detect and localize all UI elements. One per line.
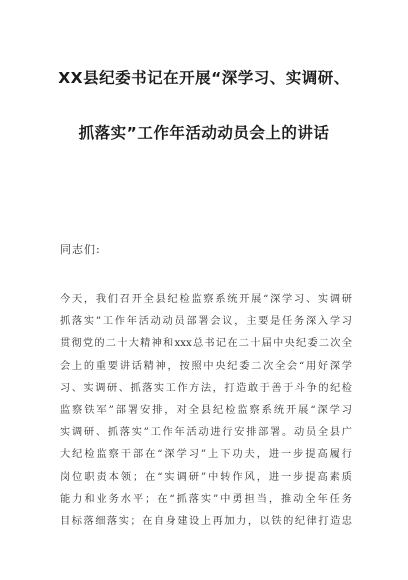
body-line: 实调研、抓落实”工作年活动进行安排部署。动员全县广 [60, 427, 352, 439]
body-line: 会上的重要讲话精神，按照中央纪委二次全会“用好深学 [60, 360, 352, 372]
body-line: 岗位职责本领；在“实调研”中转作风，进一步提高素质 [60, 471, 352, 483]
body-line: 大纪检监察干部在“深学习”上下功夫，进一步提高履行 [60, 449, 352, 461]
body-line: 能力和业务水平；在“抓落实”中勇担当，推动全年任务 [60, 493, 352, 505]
body-line: 抓落实”工作年活动动员部署会议，主要是任务深入学习 [60, 316, 352, 328]
body-line: 贯彻党的二十大精神和xxx总书记在二十届中央纪委二次全 [60, 338, 352, 350]
body-line: 监察铁军”部署安排，对全县纪检监察系统开展“深学习 [60, 405, 352, 417]
body-line: 目标落细落实；在自身建设上再加力，以铁的纪律打造忠 [60, 516, 352, 528]
body-line: 今天，我们召开全县纪检监察系统开展“深学习、实调研 [60, 294, 352, 305]
body-line: 习、实调研、抓落实工作方法，打造敢于善于斗争的纪检 [60, 382, 352, 394]
document-title-line-2: 抓落实”工作年活动动员会上的讲话 [78, 124, 330, 142]
document-title-line-1: XX县纪委书记在开展“深学习、实调研、 [58, 69, 350, 87]
body-paragraph [60, 289, 352, 533]
salutation: 同志们: [60, 243, 101, 256]
